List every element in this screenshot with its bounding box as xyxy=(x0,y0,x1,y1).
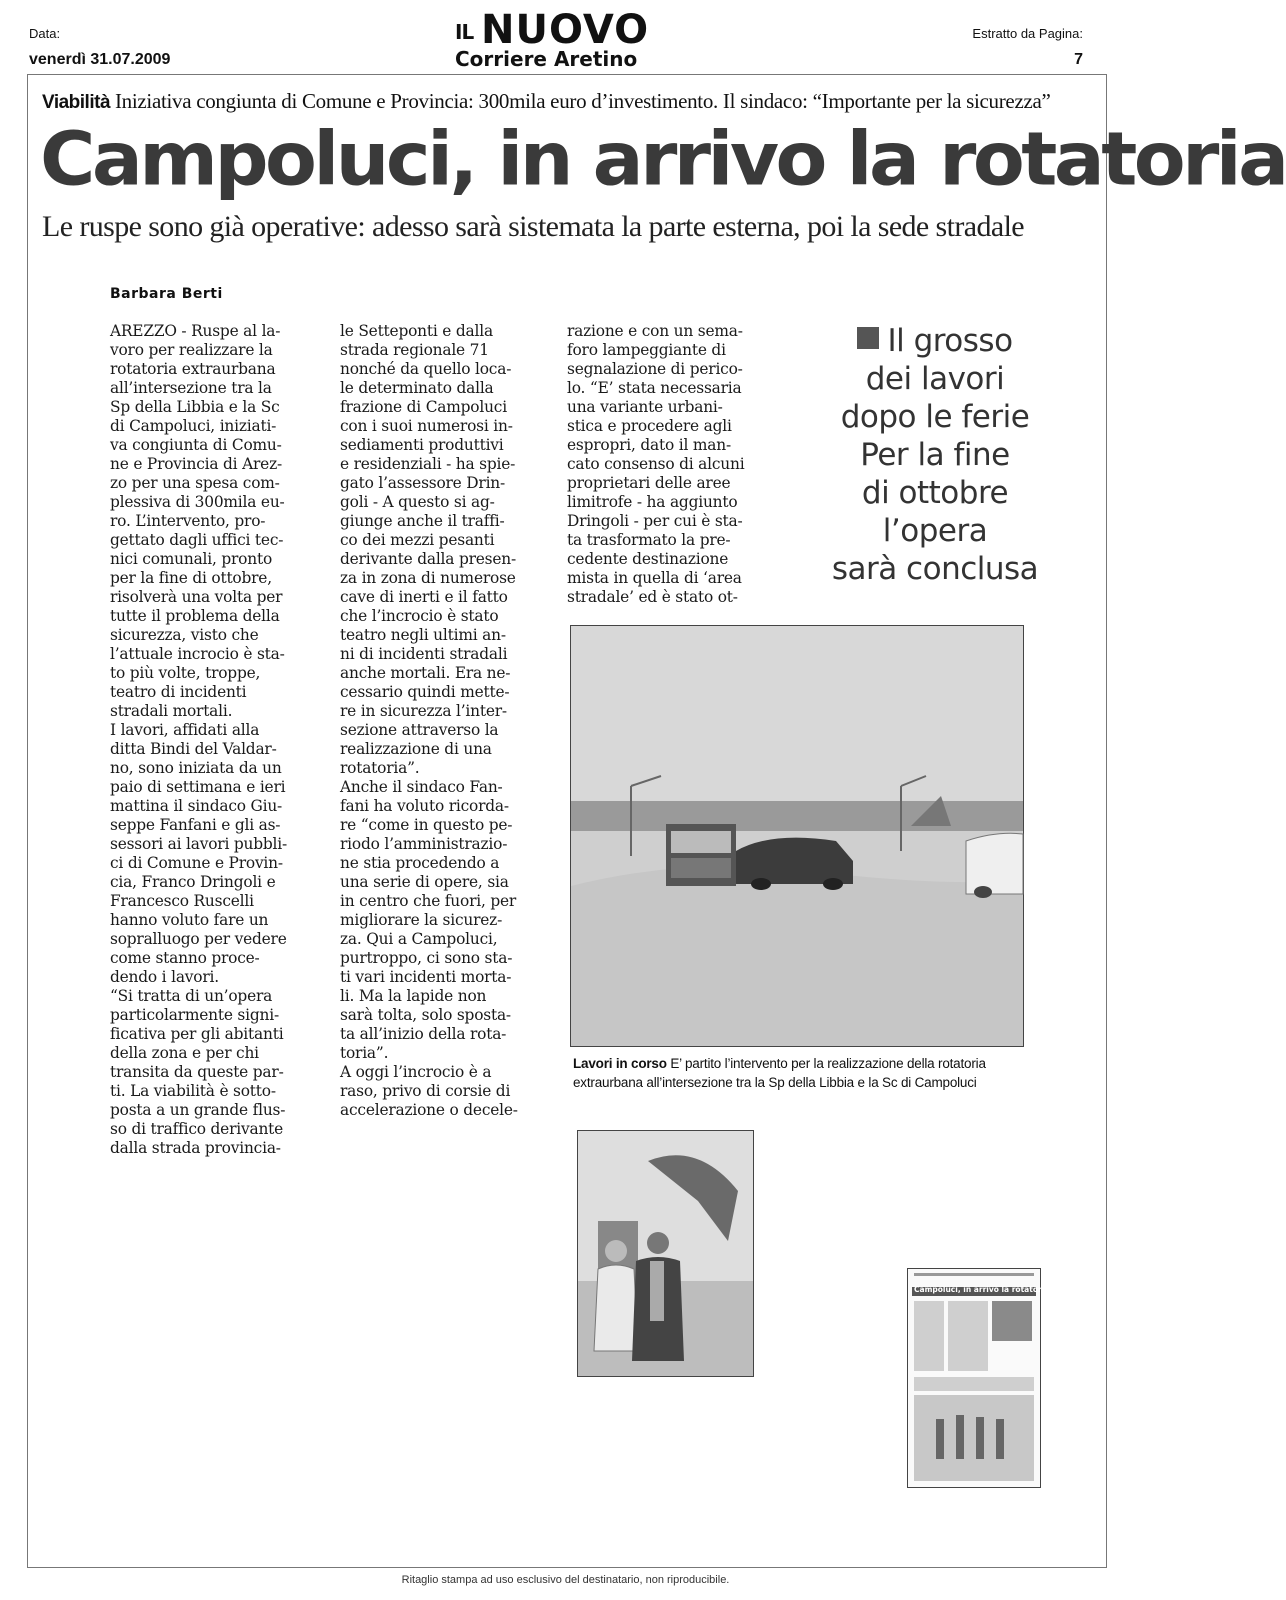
article-column-2: le Setteponti e dalla strada regionale 71 nonché da quello loca- le determinato dalla frazione di Campoluci con i suoi numerosi in- sediamenti produttivi e residenziali - ha spie- gato l’assessore Drin- goli - A questo si ag- giunge anche il traffi- co dei mezzi pesanti derivante dalla presen- za in zona di numerose cave di inerti e il fatto che l’incrocio è stato teatro negli ultimi an- ni di incidenti stradali anche mortali. Era ne- cessario quindi mette- re in sicurezza l’inter- sezione attraverso la realizzazione di una rotatoria”. Anche il sindaco Fan- fani ha voluto ricorda- re “come in questo pe- riodo l’amministrazio- ne stia procedendo a una serie di opere, sia in centro che fuori, per migliorare la sicurez- za. Qui a Campoluci, purtroppo, ci sono sta- ti vari incidenti morta- li. Ma la lapide non sarà tolta, solo sposta- ta all’inizio della rota- toria”. A oggi l’incrocio è a raso, privo di corsie di accelerazione o decele- xyxy=(340,322,518,1119)
kicker-topic: Viabilità xyxy=(42,92,111,113)
article-column-1: AREZZO - Ruspe al la- voro per realizzare la rotatoria extraurbana all’intersezione tra la Sp della Libbia e la Sc di Campoluci, iniziati- va congiunta di Comu- ne e Provincia di Arez- zo per una spesa com- plessiva di 300mila eu- ro. L’intervento, pro- gettato dagli uffici tec- nici comunali, pronto per la fine di ottobre, risolverà una volta per tutte il problema della sicurezza, visto che l’attuale incrocio è sta- to più volte, troppe, teatro di incidenti stradali mortali. I lavori, affidati alla ditta Bindi del Valdar- no, sono iniziata da un paio di settimana e ieri mattina il sindaco Giu- seppe Fanfani e gli as- sessori ai lavori pubbli- ci di Comune e Provin- cia, Franco Dringoli e Francesco Ruscelli hanno voluto fare un sopralluogo per vedere come stanno proce- dendo i lavori. “Si tratta di un’opera particolarmente signi- ficativa per gli abitanti della zona e per chi transita da queste par- ti. La viabilità è sotto- posta a un grande flus- so di traffico derivante dalla strada provincia- xyxy=(110,322,287,1157)
headline: Campoluci, in arrivo la rotatoria xyxy=(40,118,1286,204)
kicker-text: Iniziativa congiunta di Comune e Provincia: 300mila euro d’investimento. Il sindaco: “Importante per la sicurezza” xyxy=(114,89,1051,113)
page-label: Estratto da Pagina: xyxy=(972,26,1083,41)
masthead-title: NUOVO xyxy=(481,7,650,53)
page-number: 7 xyxy=(1074,51,1083,68)
subheadline: Le ruspe sono già operative: adesso sarà sistemata la parte esterna, poi la sede stradale xyxy=(42,210,1025,243)
page-thumbnail xyxy=(907,1268,1050,1488)
masthead-subtitle: Corriere Aretino xyxy=(455,47,638,71)
photo-construction-site xyxy=(570,625,1024,1047)
byline: Barbara Berti xyxy=(110,286,223,302)
photo-caption xyxy=(573,1054,986,1092)
page-thumbnail-image xyxy=(908,1269,1050,1487)
bullet-square-icon xyxy=(857,327,879,349)
officials-photo xyxy=(578,1131,753,1376)
photo-caption-text: E’ partito l’intervento per la realizzazione della rotatoria extraurbana all’intersezione tra la Sp della Libbia e la Sc di Campoluci xyxy=(573,1056,986,1090)
photo-officials-visit xyxy=(577,1130,754,1377)
article-column-3: razione e con un sema- foro lampeggiante di segnalazione di perico- lo. “E’ stata necessaria una variante urbani- stica e procedere agli espropri, dato il man- cato consenso di alcuni proprietari delle aree limitrofe - ha aggiunto Dringoli - per cui è sta- ta trasformato la pre- cedente destinazione mista in quella di ‘area stradale’ ed è stato ot- xyxy=(567,322,745,606)
masthead-il: IL xyxy=(455,20,474,44)
photo-caption-label: Lavori in corso xyxy=(573,1056,667,1071)
kicker xyxy=(42,89,1051,114)
date-value: venerdì 31.07.2009 xyxy=(29,51,171,68)
truck-and-car-photo xyxy=(571,626,1023,1046)
thumbnail-headline: Campoluci, in arrivo la rotatoria xyxy=(914,1285,1050,1294)
footer-notice: Ritaglio stampa ad uso esclusivo del destinatario, non riproducibile. xyxy=(401,1574,730,1586)
pull-quote xyxy=(800,322,1070,588)
date-label: Data: xyxy=(29,26,61,41)
masthead xyxy=(455,8,685,70)
pull-quote-text: Il grosso dei lavori dopo le ferie Per la fine di ottobre l’opera sarà conclusa xyxy=(831,323,1039,587)
